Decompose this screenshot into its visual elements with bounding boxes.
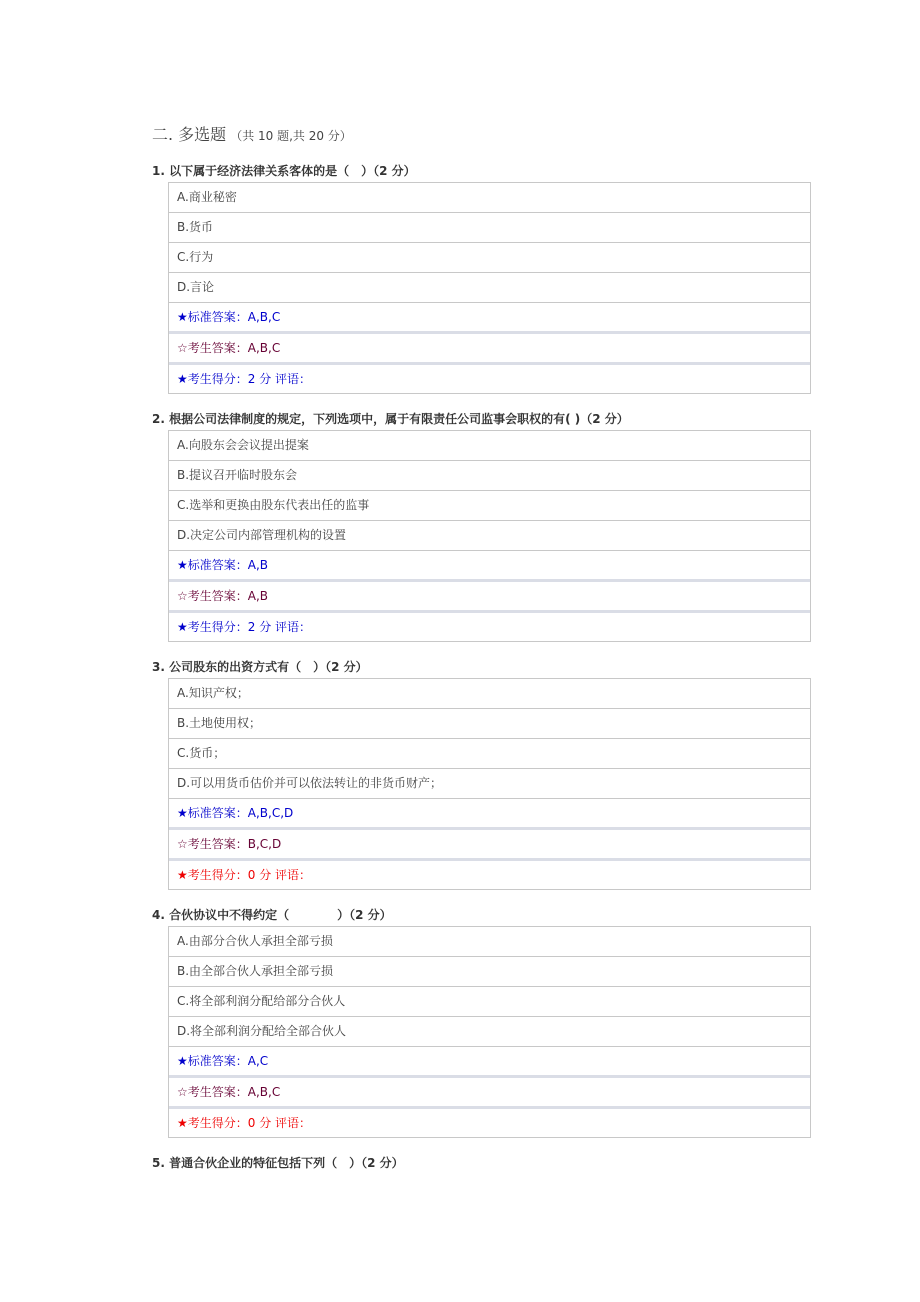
option-c: C.选举和更换由股东代表出任的监事 <box>169 491 810 521</box>
option-b: B.提议召开临时股东会 <box>169 461 810 491</box>
option-c: C.行为 <box>169 243 810 273</box>
section-subtitle: （共 10 题,共 20 分） <box>230 129 352 143</box>
option-a: A.向股东会会议提出提案 <box>169 431 810 461</box>
options-table <box>168 926 811 1138</box>
question-4 <box>152 904 812 1138</box>
option-c: C.将全部利润分配给部分合伙人 <box>169 987 810 1017</box>
student-answer: ☆考生答案：A,B <box>169 582 810 613</box>
question-3 <box>152 656 812 890</box>
option-a: A.商业秘密 <box>169 183 810 213</box>
options-table <box>168 430 811 642</box>
question-2 <box>152 408 812 642</box>
standard-answer: ★标准答案：A,C <box>169 1047 810 1078</box>
student-score: ★考生得分：0 分 评语： <box>169 1109 810 1138</box>
student-score: ★考生得分：0 分 评语： <box>169 861 810 890</box>
options-table <box>168 182 811 394</box>
option-a: A.知识产权； <box>169 679 810 709</box>
option-a: A.由部分合伙人承担全部亏损 <box>169 927 810 957</box>
question-title: 3. 公司股东的出资方式有（ ）（2 分） <box>152 660 368 674</box>
question-title: 5. 普通合伙企业的特征包括下列（ ）（2 分） <box>152 1156 404 1170</box>
question-title: 1. 以下属于经济法律关系客体的是（ ）（2 分） <box>152 164 416 178</box>
option-d: D.决定公司内部管理机构的设置 <box>169 521 810 551</box>
option-d: D.可以用货币估价并可以依法转让的非货币财产； <box>169 769 810 799</box>
option-d: D.将全部利润分配给全部合伙人 <box>169 1017 810 1047</box>
option-c: C.货币； <box>169 739 810 769</box>
student-answer: ☆考生答案：B,C,D <box>169 830 810 861</box>
option-b: B.土地使用权； <box>169 709 810 739</box>
student-score: ★考生得分：2 分 评语： <box>169 613 810 642</box>
options-table <box>168 678 811 890</box>
section-title <box>152 122 352 145</box>
question-title: 2. 根据公司法律制度的规定，下列选项中，属于有限责任公司监事会职权的有( )（2 分） <box>152 412 629 426</box>
student-score: ★考生得分：2 分 评语： <box>169 365 810 394</box>
option-b: B.由全部合伙人承担全部亏损 <box>169 957 810 987</box>
student-answer: ☆考生答案：A,B,C <box>169 334 810 365</box>
option-d: D.言论 <box>169 273 810 303</box>
question-title: 4. 合伙协议中不得约定（ ）（2 分） <box>152 908 392 922</box>
question-1 <box>152 160 812 394</box>
standard-answer: ★标准答案：A,B,C,D <box>169 799 810 830</box>
section-title-text: 二. 多选题 <box>152 125 227 144</box>
standard-answer: ★标准答案：A,B,C <box>169 303 810 334</box>
option-b: B.货币 <box>169 213 810 243</box>
student-answer: ☆考生答案：A,B,C <box>169 1078 810 1109</box>
standard-answer: ★标准答案：A,B <box>169 551 810 582</box>
question-5 <box>152 1152 812 1174</box>
